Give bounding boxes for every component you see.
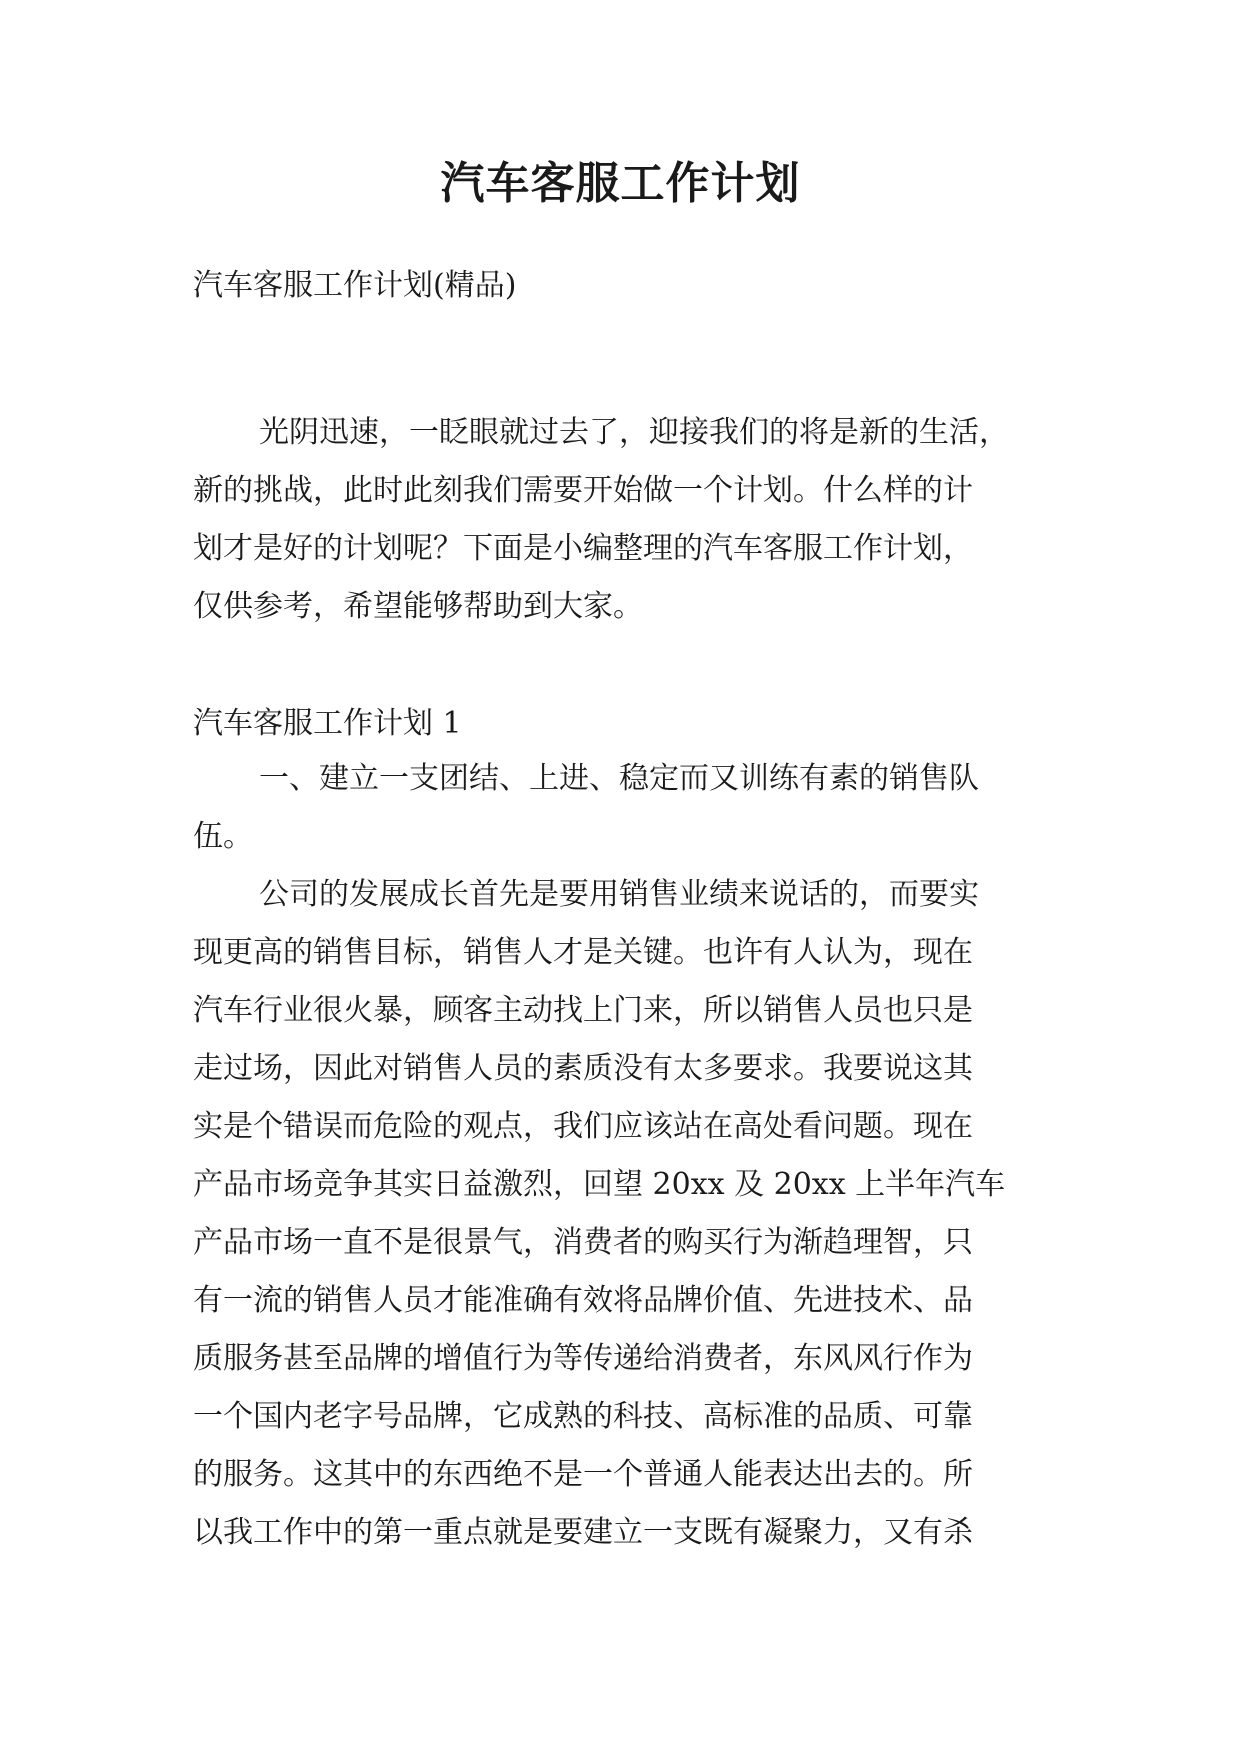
paragraph-line: 有一流的销售人员才能准确有效将品牌价值、先进技术、品 — [193, 1283, 973, 1318]
point-line: 一、建立一支团结、上进、稳定而又训练有素的销售队 — [259, 761, 979, 796]
paragraph-line: 一个国内老字号品牌，它成熟的科技、高标准的品质、可靠 — [193, 1399, 973, 1434]
section-heading: 汽车客服工作计划 1 — [193, 706, 462, 741]
intro-line: 光阴迅速，一眨眼就过去了，迎接我们的将是新的生活， — [259, 415, 1009, 450]
point-line: 伍。 — [193, 819, 253, 854]
intro-paragraph — [193, 404, 1059, 636]
paragraph-line: 产品市场竞争其实日益激烈，回望 20xx 及 20xx 上半年汽车 — [193, 1167, 1006, 1202]
paragraph-line: 质服务甚至品牌的增值行为等传递给消费者，东风风行作为 — [193, 1341, 973, 1376]
paragraph-line: 公司的发展成长首先是要用销售业绩来说话的，而要实 — [259, 877, 979, 912]
paragraph-line: 产品市场一直不是很景气，消费者的购买行为渐趋理智，只 — [193, 1225, 973, 1260]
paragraph-line: 走过场，因此对销售人员的素质没有太多要求。我要说这其 — [193, 1051, 973, 1086]
intro-line: 划才是好的计划呢？下面是小编整理的汽车客服工作计划， — [193, 531, 973, 566]
document-title: 汽车客服工作计划 — [440, 158, 801, 209]
paragraph-line: 以我工作中的第一重点就是要建立一支既有凝聚力，又有杀 — [193, 1515, 973, 1550]
paragraph-line: 汽车行业很火暴，顾客主动找上门来，所以销售人员也只是 — [193, 993, 973, 1028]
point-heading — [193, 750, 1059, 866]
intro-line: 仅供参考，希望能够帮助到大家。 — [193, 589, 643, 624]
paragraph-line: 实是个错误而危险的观点，我们应该站在高处看问题。现在 — [193, 1109, 973, 1144]
paragraph-line: 的服务。这其中的东西绝不是一个普通人能表达出去的。所 — [193, 1457, 973, 1492]
intro-line: 新的挑战，此时此刻我们需要开始做一个计划。什么样的计 — [193, 473, 973, 508]
document-subtitle: 汽车客服工作计划(精品) — [193, 268, 517, 303]
body-paragraph — [193, 866, 1059, 1562]
paragraph-line: 现更高的销售目标，销售人才是关键。也许有人认为，现在 — [193, 935, 973, 970]
